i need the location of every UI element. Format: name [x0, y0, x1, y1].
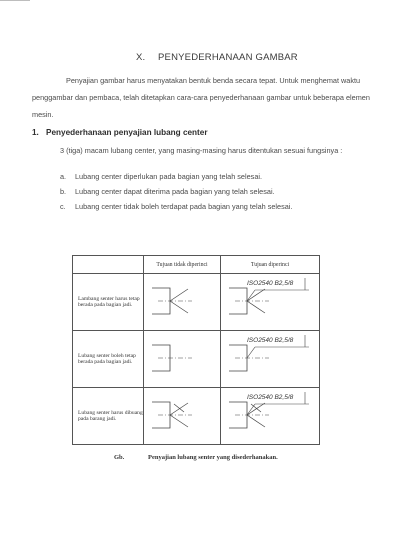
figure-row: [73, 388, 320, 445]
symbol-cell-specified: [221, 274, 320, 331]
center-hole-symbol-prohibited: [144, 388, 220, 444]
list-item: [60, 172, 292, 187]
list-item: [60, 202, 292, 217]
list-text: Lubang center diperlukan pada bagian yang telah selesai.: [75, 172, 263, 181]
symbol-cell-unspecified: [144, 388, 221, 445]
list-marker: c.: [60, 202, 66, 211]
title-number: X.: [136, 52, 146, 63]
figure-caption-text: Penyajian lubang senter yang disederhanakan.: [148, 454, 278, 461]
figure-row: [73, 331, 320, 388]
iso-annotation: ISO2540 B2,5/8: [247, 337, 294, 344]
requirement-list: [60, 172, 292, 217]
figure-header-row: [73, 256, 320, 274]
center-hole-figure-table: [72, 255, 320, 445]
figure-row-label: Lubang senter boleh tetap berada pada bagian jadi.: [73, 331, 144, 388]
intro-text: Penyajian gambar harus menyatakan bentuk benda secara tepat. Untuk menghemat waktu penggambar dan pembaca, telah ditetapkan cara-cara penyederhanaan gambar untuk beberapa elemen mesin.: [32, 76, 370, 119]
symbol-cell-specified: [221, 388, 320, 445]
list-marker: b.: [60, 187, 67, 196]
figure-header-unspecified: Tujuan tidak diperinci: [144, 256, 221, 274]
section-title: Penyederhanaan penyajian lubang center: [46, 128, 208, 137]
title-text: PENYEDERHANAAN GAMBAR: [158, 52, 298, 63]
list-marker: a.: [60, 172, 67, 181]
top-rule: [0, 0, 30, 1]
figure-header-empty: [73, 256, 144, 274]
figure-header-specified: Tujuan diperinci: [221, 256, 320, 274]
symbol-cell-unspecified: [144, 331, 221, 388]
symbol-cell-specified: [221, 331, 320, 388]
list-item: [60, 187, 292, 202]
iso-annotation: ISO2540 B2,5/8: [247, 280, 294, 287]
figure-row-label: Lambang senter harus tetap berada pada bagian jadi.: [73, 274, 144, 331]
list-text: Lubang center tidak boleh terdapat pada bagian yang telah selesai.: [75, 202, 293, 211]
list-text: Lubang center dapat diterima pada bagian yang telah selesai.: [75, 187, 275, 196]
figure-caption-label: Gb.: [114, 454, 125, 461]
center-hole-symbol-required: [144, 274, 220, 330]
section-body: 3 (tiga) macam lubang center, yang masing-masing harus ditentukan sesuai fungsinya :: [60, 146, 343, 155]
figure-row: [73, 274, 320, 331]
center-hole-symbol-optional: [144, 331, 220, 387]
figure-row-label: Lubang senter harus dibuang pada barang jadi.: [73, 388, 144, 445]
section-heading: [32, 128, 208, 137]
iso-annotation: ISO2540 B2,5/8: [247, 394, 294, 401]
intro-paragraph: [32, 72, 374, 123]
symbol-cell-unspecified: [144, 274, 221, 331]
section-number: 1.: [32, 128, 39, 137]
